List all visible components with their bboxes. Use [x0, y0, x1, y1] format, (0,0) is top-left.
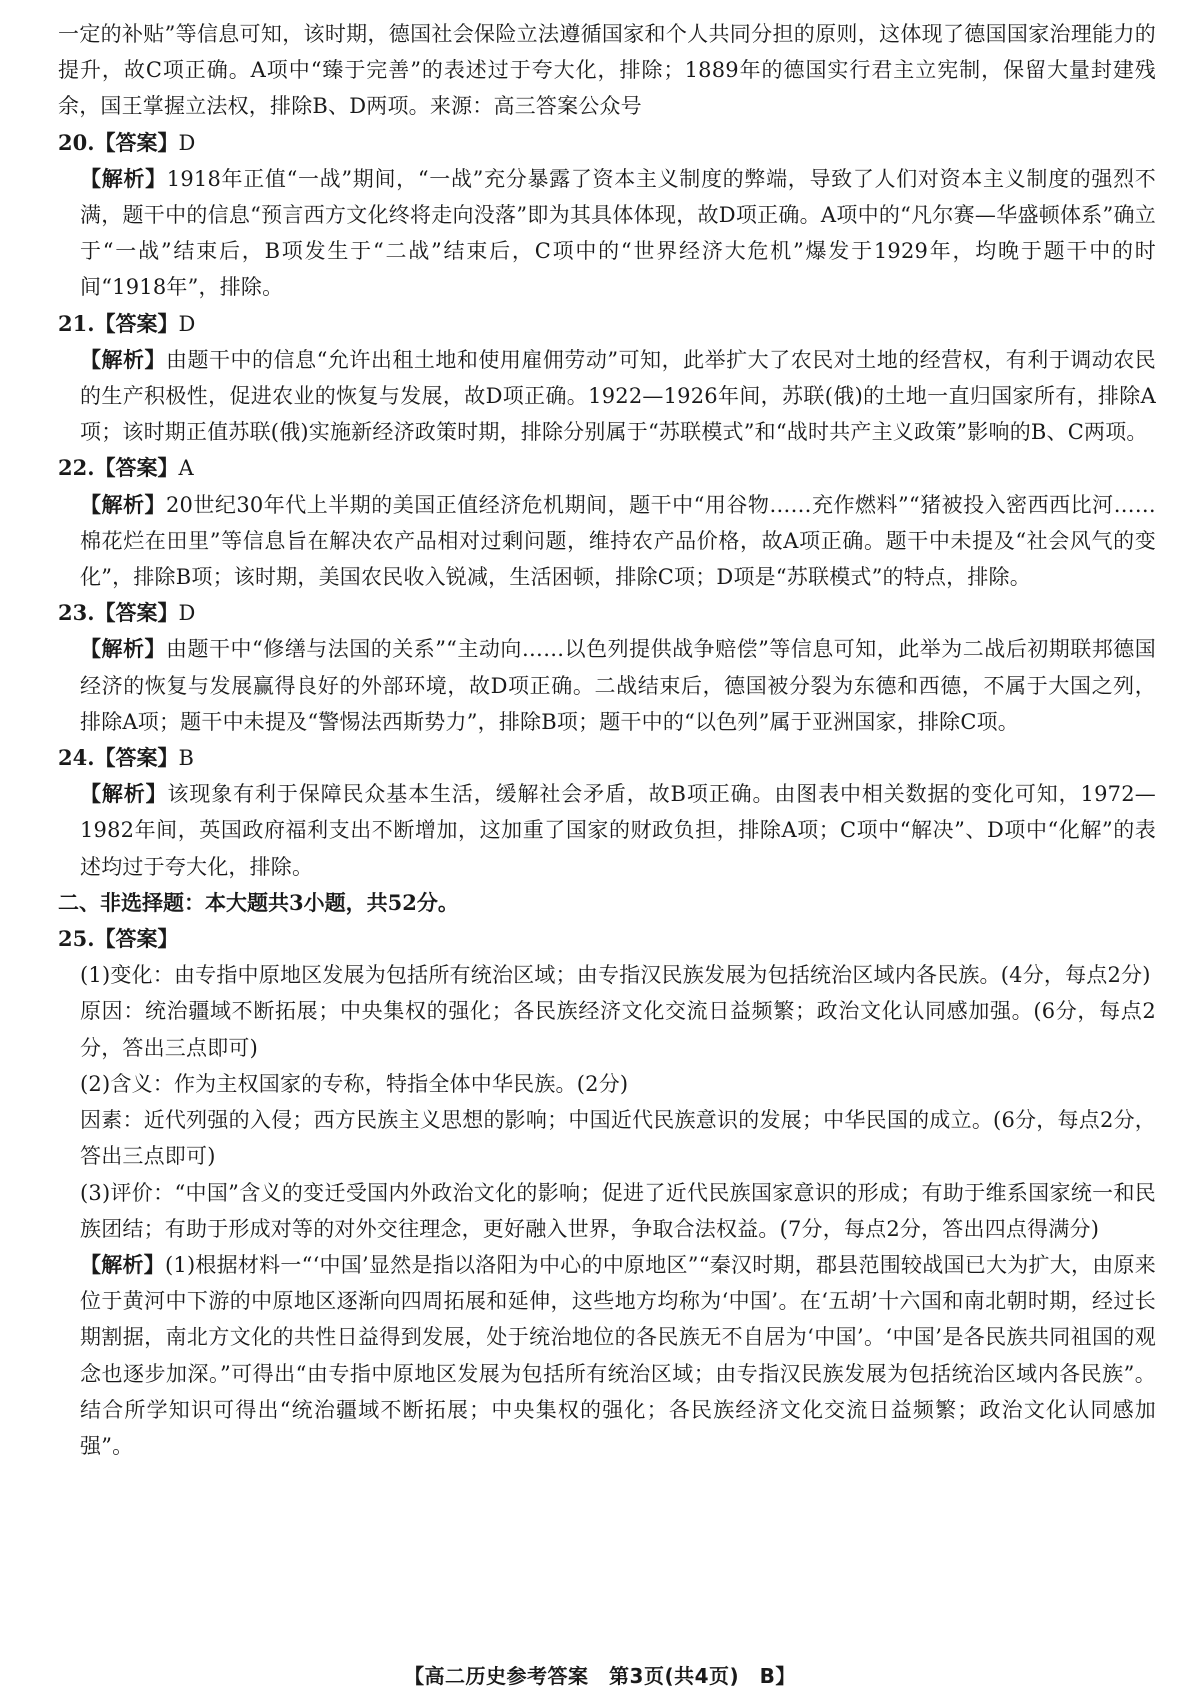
- analysis-tag: 【解析】: [80, 1251, 166, 1277]
- page-footer: 【高二历史参考答案 第3页(共4页) B】: [404, 1664, 796, 1688]
- answer-25-line-2: 原因：统治疆域不断拓展；中央集权的强化；各民族经济文化交流日益频繁；政治文化认同感加强。(6分，每点2分，答出三点即可): [80, 999, 1156, 1060]
- answer-25-line-5: (3)评价：“中国”含义的变迁受国内外政治文化的影响；促进了近代民族国家意识的形成；有助于维系国家统一和民族团结；有助于形成对等的对外交往理念，更好融入世界，争取合法权益。(7分，每点2分，答出四点得满分): [80, 1180, 1156, 1241]
- analysis-tag: 【解析】: [80, 636, 166, 662]
- answer-heading-21: [58, 306, 1156, 342]
- analysis-tag: 【解析】: [80, 165, 167, 191]
- analysis-text: 由题干中的信息“允许出租土地和使用雇佣劳动”可知，此举扩大了农民对土地的经营权，有利于调动农民的生产积极性，促进农业的恢复与发展，故D项正确。1922—1926年间，苏联(俄)的土地一直归国家所有，排除A项；该时期正值苏联(俄)实施新经济政策时期，排除分别属于“苏联模式”和“战时共产主义政策”影响的B、C两项。: [80, 347, 1156, 445]
- answer-heading-23: [58, 595, 1156, 631]
- question-number: 23.: [58, 600, 95, 626]
- answer-letter: A: [178, 456, 194, 481]
- answer-tag: 【答案】: [94, 600, 179, 626]
- answer-tag: 【答案】: [94, 745, 179, 771]
- analysis-25: [58, 1247, 1156, 1464]
- answer-letter: D: [178, 311, 196, 336]
- analysis-23: [58, 631, 1156, 740]
- answer-heading-22: [58, 450, 1156, 486]
- analysis-text: 该现象有利于保障民众基本生活，缓解社会矛盾，故B项正确。由图表中相关数据的变化可知，1972—1982年间，英国政府福利支出不断增加，这加重了国家的财政负担，排除A项；C项中“解决”、D项中“化解”的表述均过于夸大化，排除。: [80, 782, 1156, 879]
- question-number: 25.: [58, 926, 95, 952]
- intro-paragraph: 一定的补贴”等信息可知，该时期，德国社会保险立法遵循国家和个人共同分担的原则，这体现了德国国家治理能力的提升，故C项正确。A项中“臻于完善”的表述过于夸大化，排除；1889年的德国实行君主立宪制，保留大量封建残余，国王掌握立法权，排除B、D两项。来源：高三答案公众号: [58, 22, 1156, 119]
- analysis-tag: 【解析】: [80, 346, 167, 372]
- answer-heading-20: [58, 125, 1156, 161]
- answer-heading-24: [58, 740, 1156, 776]
- question-number: 24.: [58, 745, 95, 771]
- analysis-tag: 【解析】: [80, 491, 166, 517]
- question-number: 20.: [58, 129, 95, 155]
- analysis-22: [58, 487, 1156, 596]
- section-heading: 二、非选择题：本大题共3小题，共52分。: [58, 889, 459, 915]
- question-number: 22.: [58, 455, 95, 481]
- answer-tag: 【答案】: [94, 926, 179, 952]
- answer-letter: B: [178, 746, 194, 771]
- analysis-24: [58, 776, 1156, 885]
- answer-25-line-3: (2)含义：作为主权国家的专称，特指全体中华民族。(2分): [80, 1071, 629, 1096]
- answer-tag: 【答案】: [94, 455, 179, 481]
- answer-tag: 【答案】: [94, 310, 179, 336]
- analysis-21: [58, 342, 1156, 451]
- answer-letter: D: [178, 130, 196, 155]
- answer-letter: D: [178, 601, 196, 626]
- analysis-text: 由题干中“修缮与法国的关系”“主动向……以色列提供战争赔偿”等信息可知，此举为二战后初期联邦德国经济的恢复与发展赢得良好的外部环境，故D项正确。二战结束后，德国被分裂为东德和西德，不属于大国之列，排除A项；题干中未提及“警惕法西斯势力”，排除B项；题干中的“以色列”属于亚洲国家，排除C项。: [80, 637, 1156, 734]
- analysis-text: 1918年正值“一战”期间，“一战”充分暴露了资本主义制度的弊端，导致了人们对资本主义制度的强烈不满，题干中的信息“预言西方文化终将走向没落”即为其具体体现，故D项正确。A项中的“凡尔赛—华盛顿体系”确立于“一战”结束后，B项发生于“二战”结束后，C项中的“世界经济大危机”爆发于1929年，均晚于题干中的时间“1918年”，排除。: [80, 166, 1156, 300]
- answer-25-line-1: (1)变化：由专指中原地区发展为包括所有统治区域；由专指汉民族发展为包括统治区域内各民族。(4分，每点2分): [80, 963, 1151, 988]
- answer-heading-25: [58, 921, 1156, 957]
- answer-tag: 【答案】: [94, 129, 179, 155]
- analysis-tag: 【解析】: [80, 781, 168, 807]
- analysis-20: [58, 161, 1156, 306]
- analysis-text: (1)根据材料一“‘中国’显然是指以洛阳为中心的中原地区”“秦汉时期，郡县范围较战国已大为扩大，由原来位于黄河中下游的中原地区逐渐向四周拓展和延伸，这些地方均称为‘中国’。在‘五胡’十六国和南北朝时期，经过长期割据，南北方文化的共性日益得到发展，处于统治地位的各民族无不自居为‘中国’。‘中国’是各民族共同祖国的观念也逐步加深。”可得出“由专指中原地区发展为包括所有统治区域；由专指汉民族发展为包括统治区域内各民族”。结合所学知识可得出“统治疆域不断拓展；中央集权的强化；各民族经济文化交流日益频繁；政治文化认同感加强”。: [80, 1252, 1156, 1458]
- question-number: 21.: [58, 310, 95, 336]
- analysis-text: 20世纪30年代上半期的美国正值经济危机期间，题干中“用谷物……充作燃料”“猪被投入密西西比河……棉花烂在田里”等信息旨在解决农产品相对过剩问题，维持农产品价格，故A项正确。题干中未提及“社会风气的变化”，排除B项；该时期，美国农民收入锐减，生活困顿，排除C项；D项是“苏联模式”的特点，排除。: [80, 492, 1156, 590]
- answer-25-line-4: 因素：近代列强的入侵；西方民族主义思想的影响；中国近代民族意识的发展；中华民国的成立。(6分，每点2分，答出三点即可): [80, 1108, 1156, 1169]
